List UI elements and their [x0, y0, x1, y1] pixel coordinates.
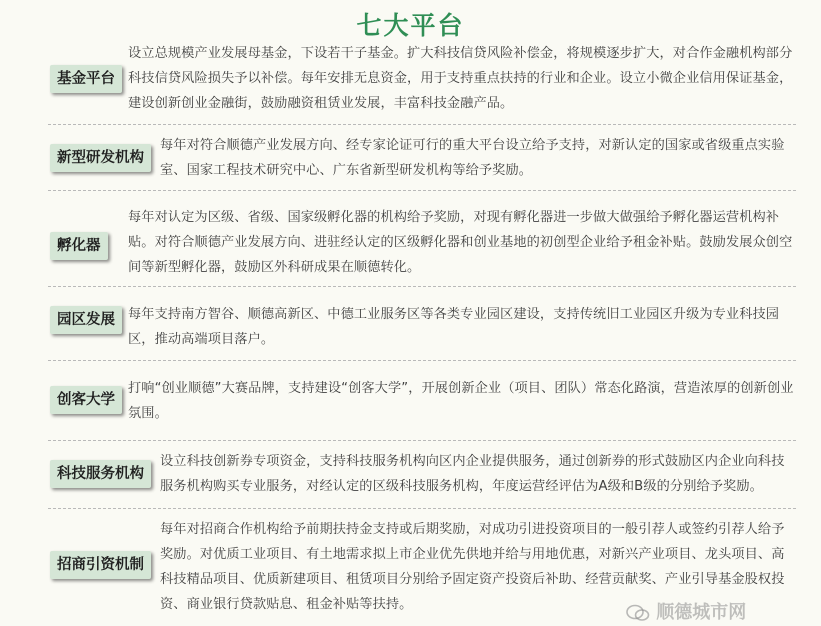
separator	[48, 360, 796, 361]
platform-badge-techservice: 科技服务机构	[50, 460, 151, 488]
platform-desc-park: 每年支持南方智谷、顺德高新区、中德工业服务区等各类专业园区建设，支持传统旧工业园区升级为专业科技园区，推动高端项目落户。	[128, 307, 780, 347]
watermark	[626, 598, 811, 624]
separator	[48, 286, 796, 287]
platform-badge-maker: 创客大学	[50, 386, 122, 414]
platform-desc-maker: 打响“创业顺德”大赛品牌，支持建设“创客大学”，开展创新企业（项目、团队）常态化路演，营造浓厚的创新创业氛围。	[128, 381, 794, 421]
platform-badge-investment: 招商引资机制	[50, 551, 151, 579]
platform-desc-rnd: 每年对符合顺德产业发展方向、经专家论证可行的重大平台设立给予支持，对新认定的国家或省级重点实验室、国家工程技术研究中心、广东省新型研发机构等给予奖励。	[160, 138, 785, 178]
separator	[48, 440, 796, 441]
separator	[48, 124, 796, 125]
page-title: 七大平台	[356, 11, 465, 40]
platform-desc-investment: 每年对招商合作机构给予前期扶持金支持或后期奖励，对成功引进投资项目的一般引荐人或签约引荐人给予奖励。对优质工业项目、有土地需求拟上市企业优先供地并给与用地优惠，对新兴产业项目、龙头项目、高科技精品项目、优质新建项目、租赁项目分别给予固定资产投资后补助、经营贡献奖、产业引导基金股权投资、商业银行贷款贴息、租金补贴等扶持。	[160, 522, 785, 612]
platform-badge-incubator: 孵化器	[50, 232, 108, 260]
wechat-icon	[626, 604, 650, 622]
separator	[48, 508, 796, 509]
platform-desc-incubator: 每年对认定为区级、省级、国家级孵化器的机构给予奖励，对现有孵化器进一步做大做强给予孵化器运营机构补贴。对符合顺德产业发展方向、进驻经认定的区级孵化器和创业基地的初创型企业给予租金补贴。鼓励发展众创空间等新型孵化器，鼓励区外科研成果在顺德转化。	[128, 210, 793, 275]
platform-badge-park: 园区发展	[50, 306, 122, 334]
platform-badge-fund: 基金平台	[50, 65, 122, 93]
platform-desc-fund: 设立总规模产业发展母基金，下设若干子基金。扩大科技信贷风险补偿金，将规模逐步扩大，对合作金融机构部分科技信贷风险损失予以补偿。每年安排无息资金，用于支持重点扶持的行业和企业。设立小微企业信用保证基金，建设创新创业金融街，鼓励融资租赁业发展，丰富科技金融产品。	[128, 46, 793, 111]
separator	[48, 190, 796, 191]
watermark-text: 顺德城市网	[656, 602, 747, 623]
platform-desc-techservice: 设立科技创新券专项资金，支持科技服务机构向区内企业提供服务，通过创新券的形式鼓励区内企业向科技服务机构购买专业服务，对经认定的区级科技服务机构，年度运营经评估为A级和B级的分别给予奖励。	[160, 454, 785, 494]
platform-badge-rnd: 新型研发机构	[50, 144, 151, 172]
